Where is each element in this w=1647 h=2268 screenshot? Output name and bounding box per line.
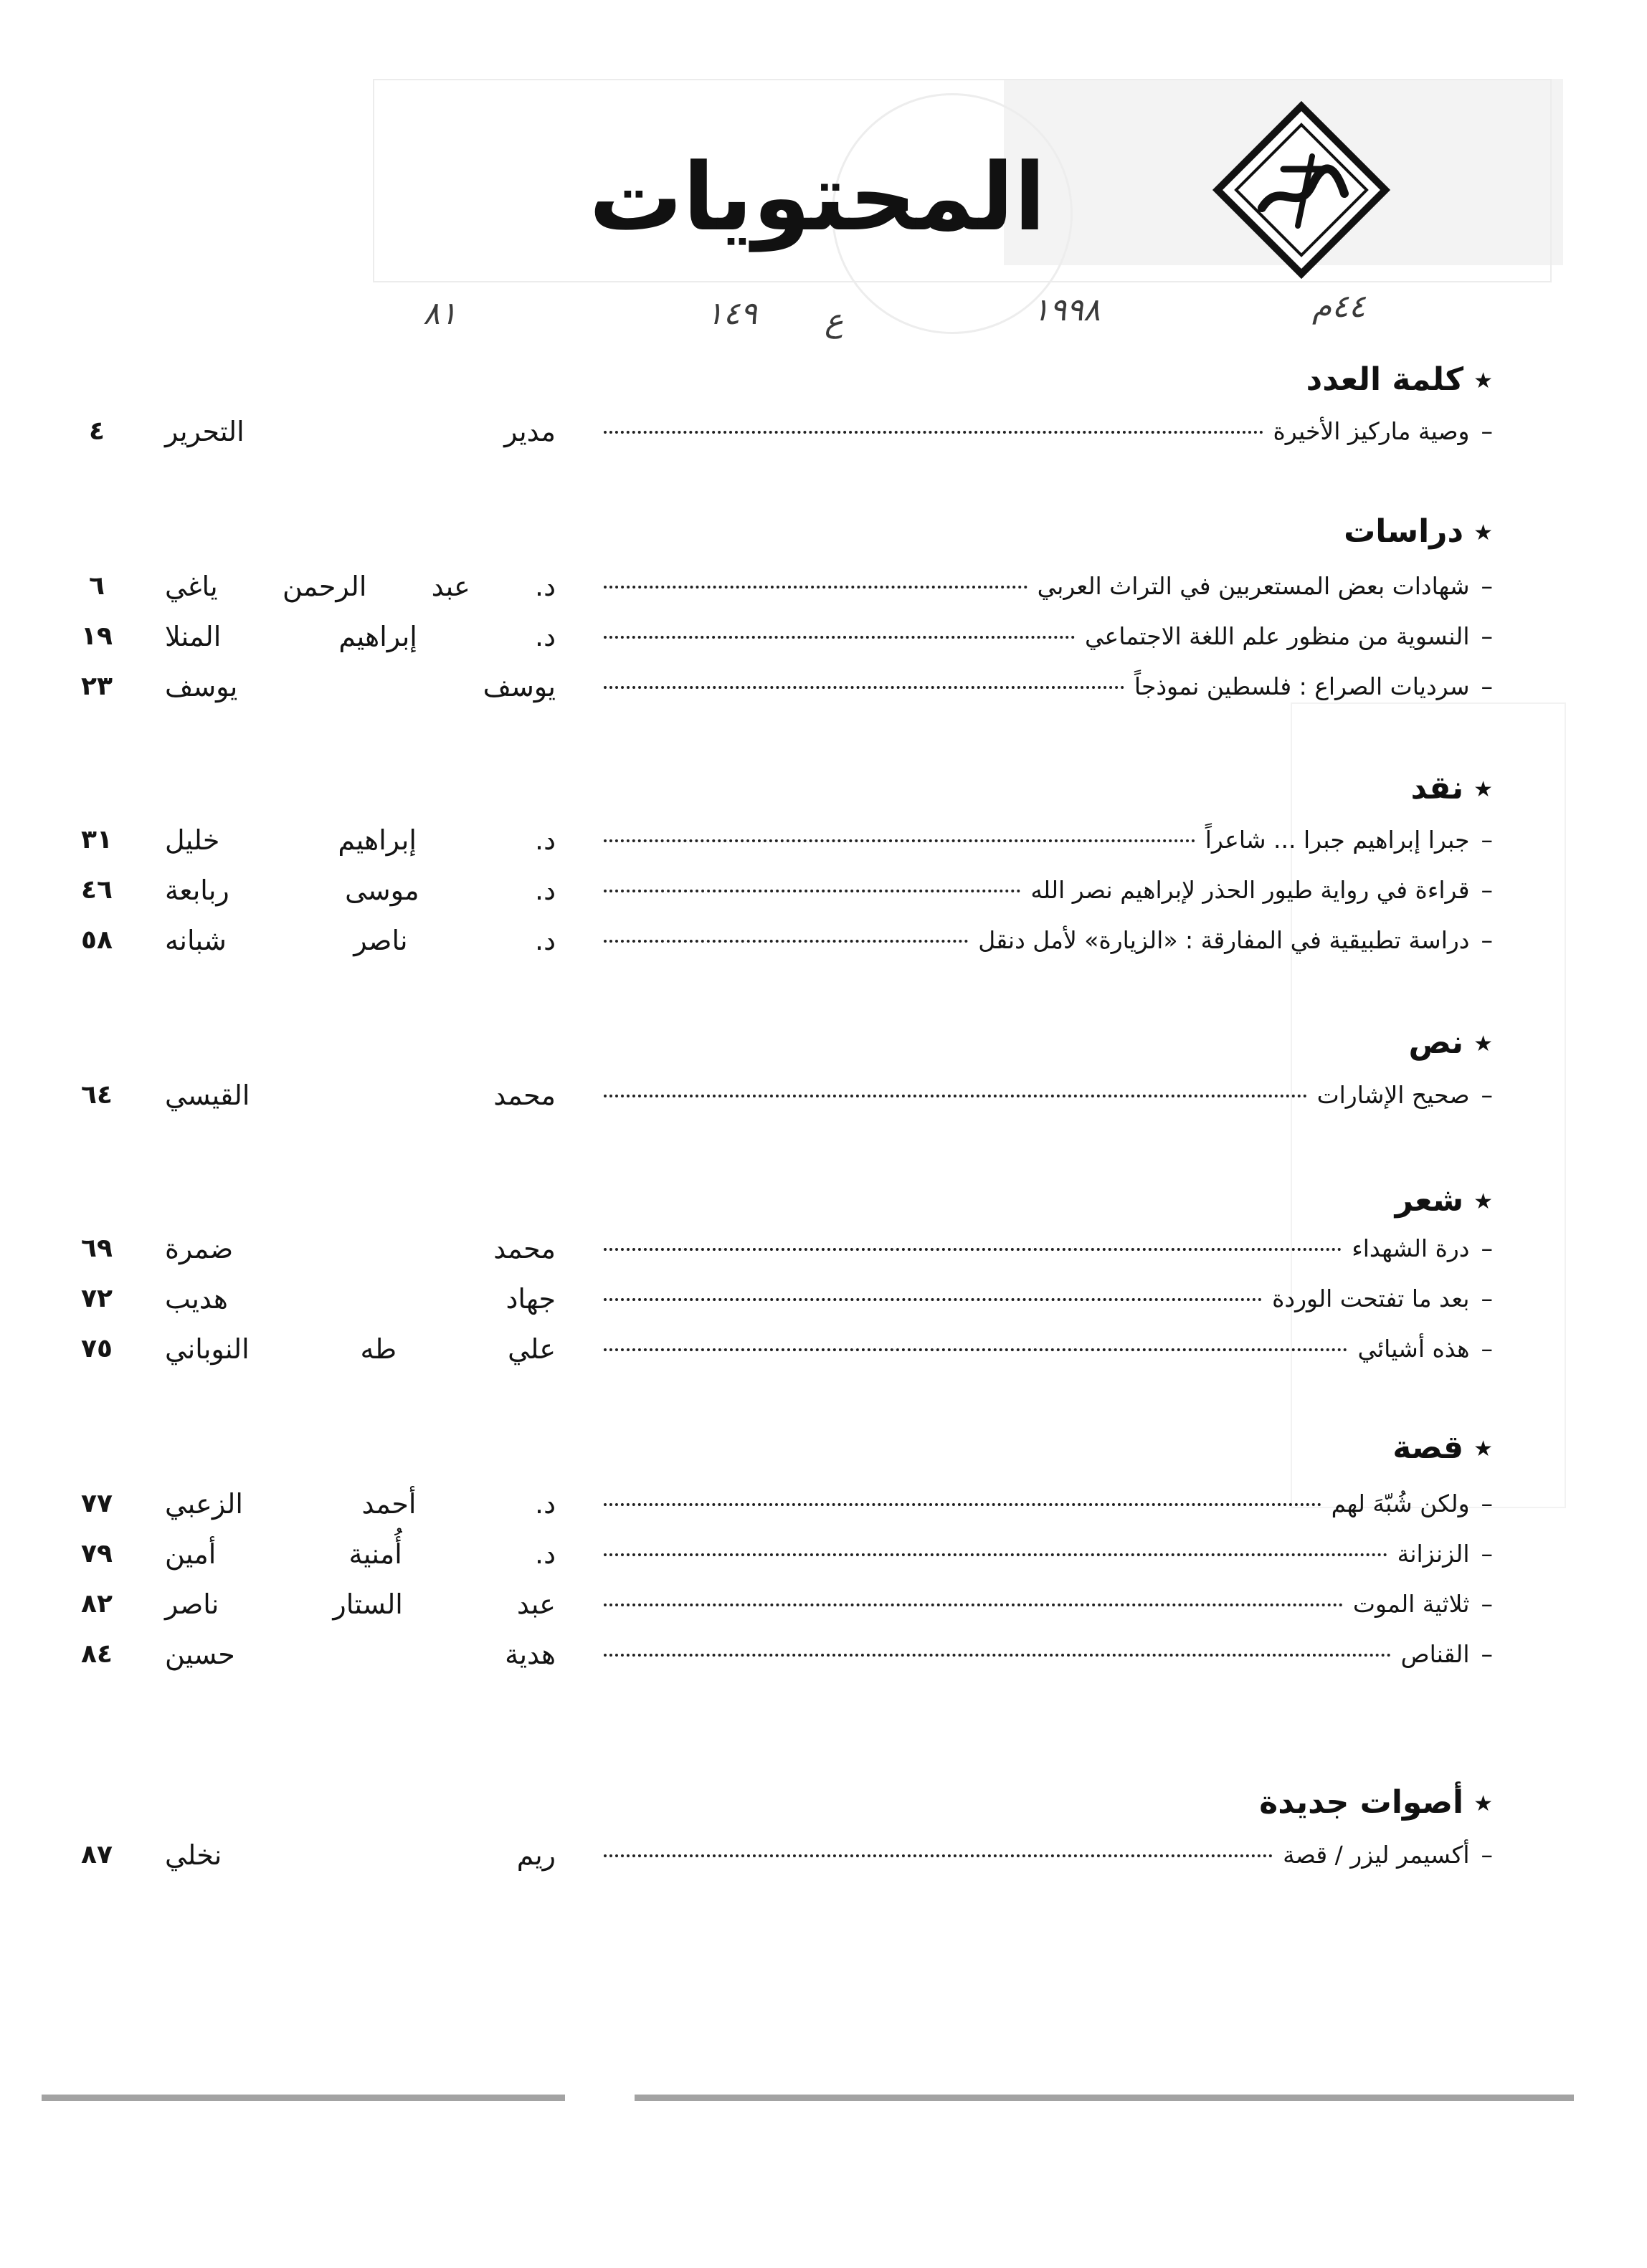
entry-author: علي طه النوباني (165, 1333, 556, 1365)
entry-page: ١٩ (81, 621, 113, 651)
entry-author: مدير التحرير (165, 416, 556, 447)
section-heading: ★دراسات (1344, 513, 1493, 550)
entry-title: جبرا إبراهيم جبرا ... شاعراً (1205, 826, 1470, 854)
dot-leader (604, 586, 1027, 589)
section-heading: ★قصة (1392, 1429, 1493, 1466)
toc-entry[interactable]: – وصية ماركيز الأخيرة مدير التحرير ٤ (0, 410, 1647, 456)
entry-title: هذه أشيائي (1357, 1335, 1470, 1363)
entry-title: بعد ما تفتحت الوردة (1272, 1285, 1470, 1312)
entry-title: سرديات الصراع : فلسطين نموذجاً (1134, 672, 1470, 700)
entry-author: محمد القيسي (165, 1080, 556, 1111)
toc-entry[interactable]: – شهادات بعض المستعربين في التراث العربي د. عبد الرحمن ياغي ٦ (0, 565, 1647, 611)
toc-entry[interactable]: – هذه أشيائي علي طه النوباني ٧٥ (0, 1328, 1647, 1373)
toc-entry[interactable]: – جبرا إبراهيم جبرا ... شاعراً د. إبراهيم خليل ٣١ (0, 819, 1647, 864)
entry-author: يوسف يوسف (165, 671, 556, 702)
dot-leader (604, 940, 968, 943)
handwritten-note: ٨١ (423, 295, 457, 332)
entry-title: دراسة تطبيقية في المفارقة : «الزيارة» لأمل دنقل (978, 926, 1470, 954)
dot-leader (604, 636, 1075, 639)
entry-author: د. عبد الرحمن ياغي (165, 571, 556, 602)
star-icon: ★ (1473, 1031, 1493, 1057)
entry-title: درة الشهداء (1352, 1234, 1470, 1262)
entry-author: محمد ضمرة (165, 1233, 556, 1264)
entry-title: ولكن شُبّهَ لهم (1331, 1490, 1470, 1517)
entry-title: القناص (1400, 1640, 1470, 1668)
entry-page: ٧٩ (81, 1539, 113, 1568)
page-title: المحتويات (589, 143, 1046, 252)
star-icon: ★ (1473, 1791, 1493, 1816)
section-heading: ★نقد (1410, 770, 1493, 806)
entry-page: ٧٧ (81, 1489, 113, 1518)
entry-title: الزنزانة (1397, 1540, 1470, 1568)
entry-author: هدية حسين (165, 1639, 556, 1670)
entry-title: أكسيمر ليزر / قصة (1283, 1841, 1470, 1869)
star-icon: ★ (1473, 1436, 1493, 1462)
dot-leader (604, 1248, 1342, 1251)
dot-leader (604, 1348, 1347, 1351)
entry-author: ريم نخلي (165, 1839, 556, 1871)
toc-entry[interactable]: – ثلاثية الموت عبد الستار ناصر ٨٢ (0, 1583, 1647, 1629)
entry-author: د. إبراهيم خليل (165, 824, 556, 856)
entry-author: د. أحمد الزعبي (165, 1488, 556, 1520)
toc-entry[interactable]: – أكسيمر ليزر / قصة ريم نخلي ٨٧ (0, 1834, 1647, 1879)
entry-author: د. ناصر شبانه (165, 925, 556, 956)
toc-entry[interactable]: – ولكن شُبّهَ لهم د. أحمد الزعبي ٧٧ (0, 1482, 1647, 1528)
dot-leader (604, 839, 1195, 842)
entry-title: صحيح الإشارات (1316, 1081, 1470, 1109)
section-heading: ★شعر (1395, 1182, 1493, 1219)
dot-leader (604, 1503, 1321, 1506)
handwritten-note: ٤٤م (1312, 288, 1366, 325)
entry-page: ٨٤ (81, 1639, 113, 1669)
entry-page: ٧٢ (81, 1284, 113, 1313)
dot-leader (604, 686, 1124, 689)
section-heading: ★كلمة العدد (1306, 361, 1493, 398)
entry-author: د. أُمنية أمين (165, 1538, 556, 1570)
section-heading: ★أصوات جديدة (1259, 1784, 1493, 1821)
toc-entry[interactable]: – درة الشهداء محمد ضمرة ٦٩ (0, 1227, 1647, 1273)
entry-author: د. إبراهيم المنلا (165, 621, 556, 652)
toc-entry[interactable]: – النسوية من منظور علم اللغة الاجتماعي د. إبراهيم المنلا ١٩ (0, 615, 1647, 661)
entry-page: ٨٢ (81, 1589, 113, 1619)
dot-leader (604, 890, 1020, 892)
toc-entry[interactable]: – بعد ما تفتحت الوردة جهاد هديب ٧٢ (0, 1277, 1647, 1323)
entry-title: شهادات بعض المستعربين في التراث العربي (1037, 572, 1470, 600)
star-icon: ★ (1473, 777, 1493, 802)
toc-entry[interactable]: – القناص هدية حسين ٨٤ (0, 1633, 1647, 1679)
star-icon: ★ (1473, 368, 1493, 394)
entry-title: قراءة في رواية طيور الحذر لإبراهيم نصر الله (1030, 876, 1470, 904)
entry-page: ٢٣ (81, 672, 113, 701)
toc-entry[interactable]: – سرديات الصراع : فلسطين نموذجاً يوسف يوسف ٢٣ (0, 665, 1647, 711)
entry-author: عبد الستار ناصر (165, 1588, 556, 1620)
entry-page: ٣١ (81, 825, 113, 854)
entry-author: جهاد هديب (165, 1283, 556, 1315)
entry-page: ٥٨ (81, 925, 113, 955)
handwritten-note: ١٩٩٨ (1033, 292, 1101, 328)
star-icon: ★ (1473, 1189, 1493, 1214)
entry-page: ٤ (89, 416, 105, 446)
footer-rule-right (635, 2095, 1574, 2101)
toc-entry[interactable]: – الزنزانة د. أُمنية أمين ٧٩ (0, 1533, 1647, 1578)
entry-page: ٨٧ (81, 1840, 113, 1869)
dot-leader (604, 431, 1263, 434)
entry-page: ٦٩ (81, 1234, 113, 1263)
star-icon: ★ (1473, 520, 1493, 545)
entry-title: النسوية من منظور علم اللغة الاجتماعي (1085, 622, 1470, 650)
section-heading: ★نص (1408, 1024, 1493, 1061)
footer-rule-left (42, 2095, 565, 2101)
dot-leader (604, 1654, 1391, 1657)
magazine-logo-icon (1212, 100, 1391, 280)
dot-leader (604, 1553, 1387, 1556)
entry-page: ٤٦ (81, 875, 113, 905)
dot-leader (604, 1854, 1273, 1857)
toc-entry[interactable]: – صحيح الإشارات محمد القيسي ٦٤ (0, 1074, 1647, 1120)
entry-title: وصية ماركيز الأخيرة (1273, 417, 1470, 445)
entry-title: ثلاثية الموت (1352, 1590, 1470, 1618)
entry-page: ٧٥ (81, 1334, 113, 1363)
toc-entry[interactable]: – قراءة في رواية طيور الحذر لإبراهيم نصر الله د. موسى ربابعة ٤٦ (0, 869, 1647, 915)
handwritten-note: ١٤٩ (706, 295, 757, 332)
entry-page: ٦٤ (81, 1080, 113, 1110)
dot-leader (604, 1298, 1262, 1301)
entry-page: ٦ (89, 571, 105, 601)
dot-leader (604, 1604, 1343, 1606)
handwritten-note: ع (825, 302, 844, 339)
dot-leader (604, 1095, 1307, 1097)
toc-entry[interactable]: – دراسة تطبيقية في المفارقة : «الزيارة» لأمل دنقل د. ناصر شبانه ٥٨ (0, 919, 1647, 965)
entry-author: د. موسى ربابعة (165, 875, 556, 906)
